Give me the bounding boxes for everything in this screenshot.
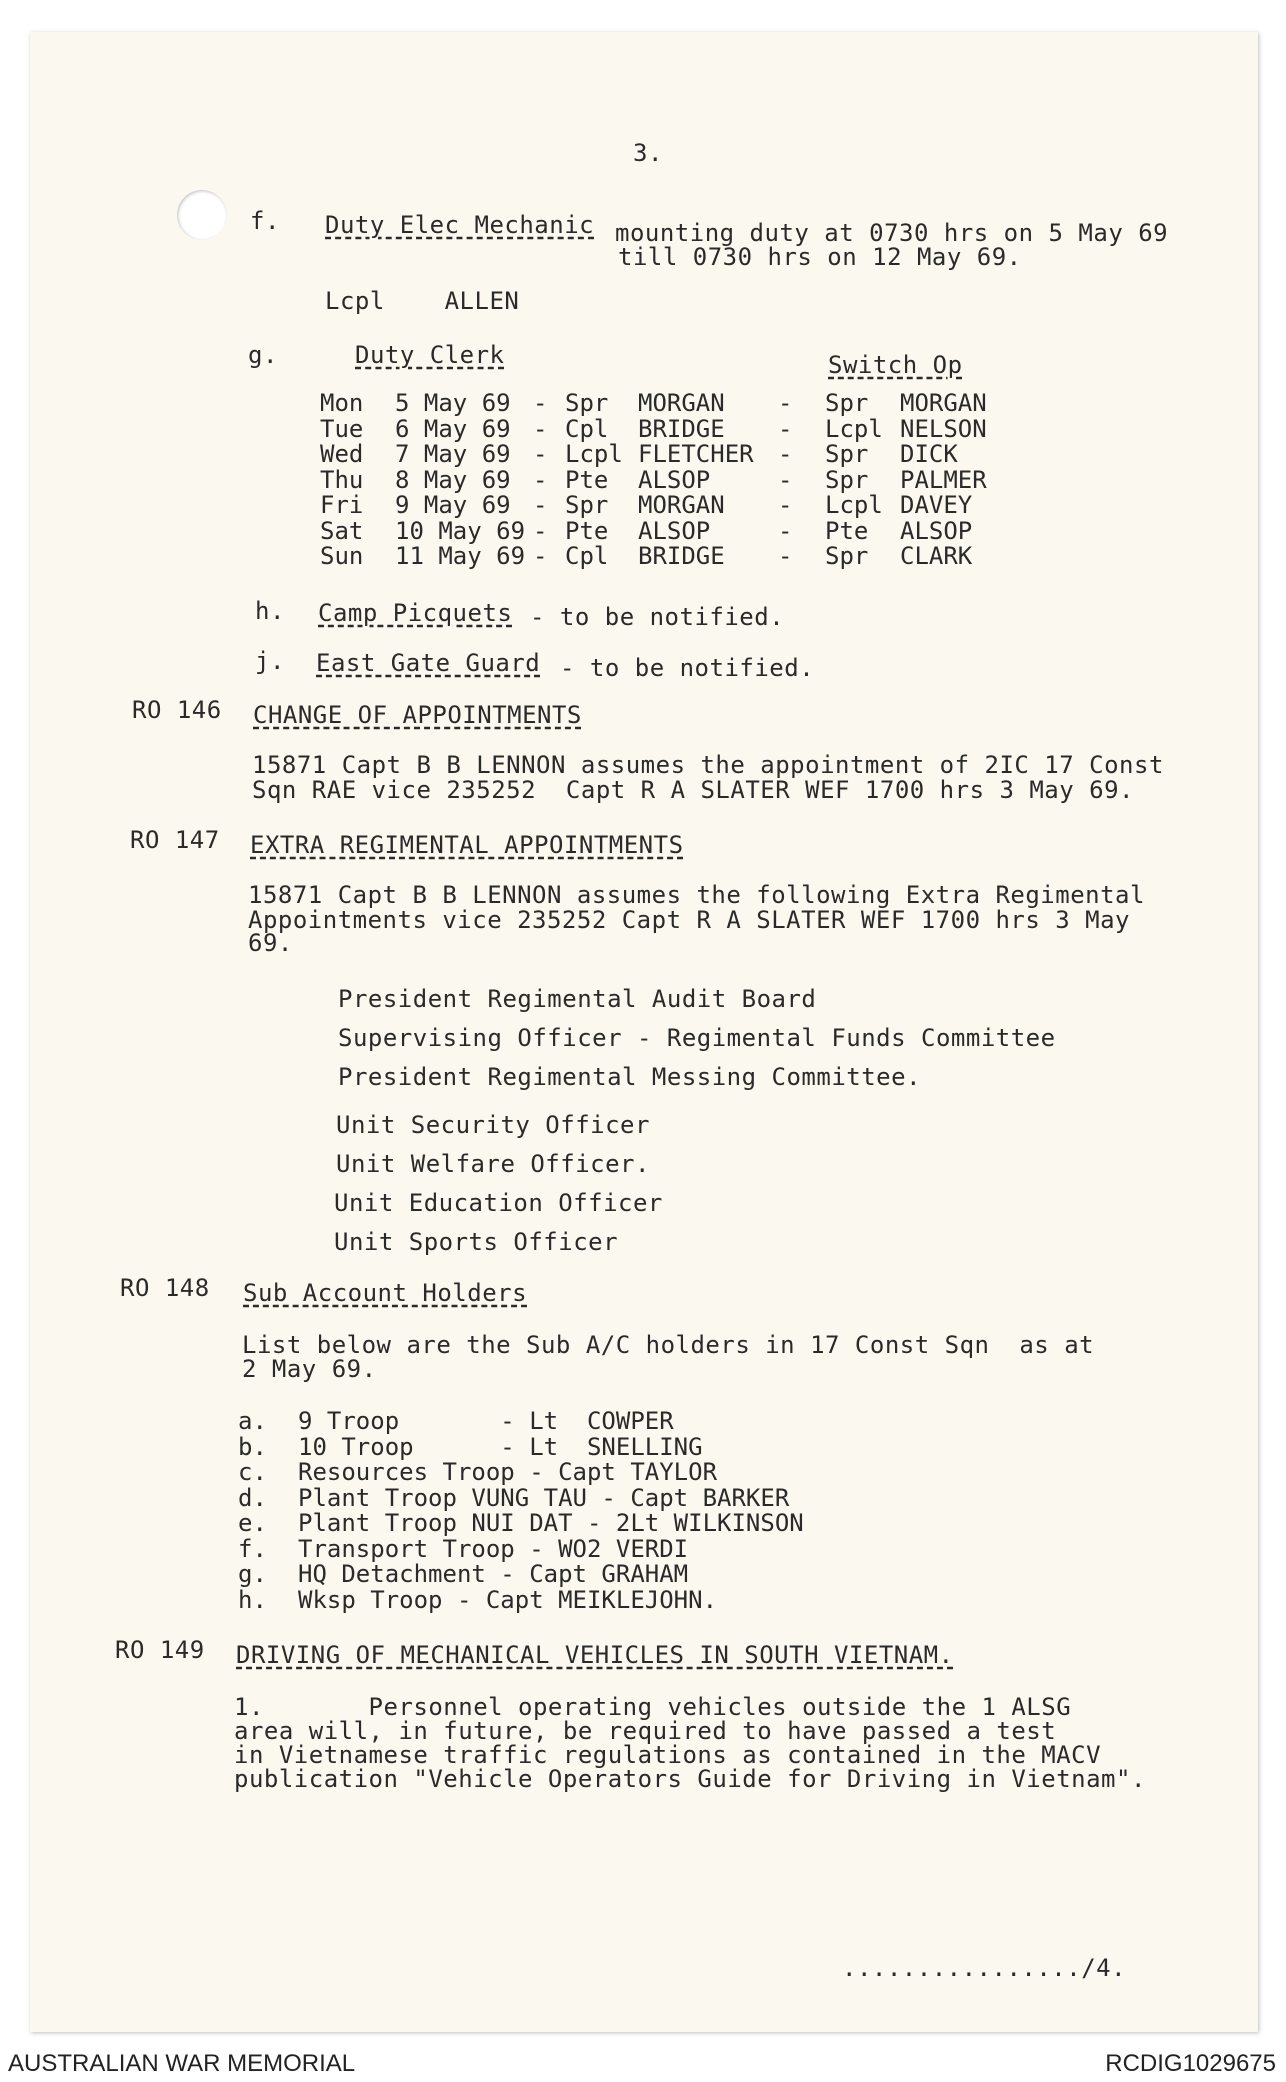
roster-clerk-rank: Cpl (565, 542, 609, 570)
roster-op-rank: Spr (825, 465, 869, 494)
appointment-item: Unit Welfare Officer. (336, 1150, 650, 1178)
roster-clerk-name: ALSOP (638, 516, 711, 545)
roster-sep: - (533, 491, 548, 519)
roster-op-rank: Lcpl (825, 491, 883, 519)
holder-text: HQ Detachment - Capt GRAHAM (298, 1560, 689, 1588)
item-j-letter: j. (255, 647, 285, 675)
holder-item (238, 1434, 938, 1460)
holder-item (238, 1459, 938, 1485)
roster-op-rank: Spr (825, 440, 869, 468)
roster-op-name: DICK (900, 440, 958, 468)
roster-clerk-rank: Pte (565, 465, 609, 494)
roster-sep: - (533, 389, 548, 417)
duty-clerk-header: Duty Clerk (355, 341, 505, 369)
holder-item (238, 1408, 938, 1434)
holder-letter: g. (238, 1560, 267, 1588)
item-f-line1: mounting duty at 0730 hrs on 5 May 69 (615, 219, 1169, 247)
holder-text: 9 Troop - Lt COWPER (298, 1407, 674, 1435)
item-f-name: Lcpl ALLEN (325, 287, 520, 315)
roster-op-rank: Lcpl (825, 414, 883, 443)
roster-dash: - (778, 491, 793, 519)
holder-item (238, 1510, 938, 1536)
ro146-number: RO 146 (132, 696, 222, 724)
roster-op-rank: Spr (825, 542, 869, 570)
ro149-line2: area will, in future, be required to have passed a test (234, 1717, 1057, 1745)
roster-date: 10 May 69 (395, 516, 526, 545)
roster-clerk-rank: Cpl (565, 414, 609, 443)
appointment-item: Unit Education Officer (334, 1189, 663, 1217)
ro148-number: RO 148 (120, 1274, 210, 1302)
roster-op-rank: Spr (825, 389, 869, 417)
roster-date: 7 May 69 (395, 440, 511, 468)
holder-letter: f. (238, 1534, 267, 1563)
roster-sep: - (533, 414, 548, 443)
holder-letter: e. (238, 1509, 267, 1537)
holder-item (238, 1587, 938, 1613)
roster-op-name: CLARK (900, 542, 973, 570)
ro147-line1: 15871 Capt B B LENNON assumes the following Extra Regimental (248, 881, 1145, 909)
roster-row (320, 467, 1020, 493)
roster-clerk-name: ALSOP (638, 465, 711, 494)
continuation-marker: ................/4. (842, 1954, 1127, 1982)
roster-clerk-rank: Lcpl (565, 440, 623, 468)
roster-date: 5 May 69 (395, 389, 511, 417)
roster-clerk-name: FLETCHER (638, 440, 754, 468)
roster-day: Thu (320, 465, 364, 494)
roster-clerk-rank: Spr (565, 389, 609, 417)
roster-dash: - (778, 542, 793, 570)
item-f-title: Duty Elec Mechanic (325, 211, 595, 239)
roster-day: Sun (320, 542, 364, 570)
roster-clerk-name: BRIDGE (638, 542, 725, 570)
page-number: 3. (633, 139, 663, 167)
ro148-line2: 2 May 69. (242, 1355, 377, 1383)
roster-row (320, 441, 1020, 467)
item-h-text: - to be notified. (530, 603, 785, 631)
roster-clerk-rank: Pte (565, 516, 609, 545)
holder-letter: b. (238, 1432, 267, 1461)
ro149-line1: 1. Personnel operating vehicles outside the 1 ALSG (234, 1693, 1072, 1721)
holder-text: Transport Troop - WO2 VERDI (298, 1534, 689, 1563)
roster-row (320, 492, 1020, 518)
ro149-line4: publication "Vehicle Operators Guide for Driving in Vietnam". (234, 1765, 1146, 1793)
ro149-line3: in Vietnamese traffic regulations as contained in the MACV (234, 1741, 1102, 1769)
roster-dash: - (778, 516, 793, 545)
holder-text: Resources Troop - Capt TAYLOR (298, 1458, 718, 1486)
appointment-item: Unit Security Officer (336, 1111, 650, 1139)
appointment-item: Supervising Officer - Regimental Funds Committee (338, 1024, 1056, 1052)
roster-date: 11 May 69 (395, 542, 526, 570)
ro146-line2: Sqn RAE vice 235252 Capt R A SLATER WEF 1700 hrs 3 May 69. (252, 776, 1135, 804)
ro147-title: EXTRA REGIMENTAL APPOINTMENTS (250, 831, 684, 859)
roster-op-name: ALSOP (900, 516, 973, 545)
item-f-letter: f. (250, 207, 280, 235)
roster-op-name: PALMER (900, 465, 987, 494)
holder-letter: a. (238, 1407, 267, 1435)
ro149-title: DRIVING OF MECHANICAL VEHICLES IN SOUTH VIETNAM. (236, 1641, 954, 1669)
holder-letter: c. (238, 1458, 267, 1486)
roster-clerk-rank: Spr (565, 491, 609, 519)
roster-row (320, 416, 1020, 442)
roster-day: Fri (320, 491, 364, 519)
roster-sep: - (533, 465, 548, 494)
holder-text: Plant Troop VUNG TAU - Capt BARKER (298, 1483, 790, 1512)
punch-hole (177, 190, 227, 240)
item-f-line2: till 0730 hrs on 12 May 69. (618, 243, 1022, 271)
switch-op-header: Switch Op (828, 351, 963, 379)
holder-text: Plant Troop NUI DAT - 2Lt WILKINSON (298, 1509, 804, 1537)
item-j-text: - to be notified. (560, 654, 815, 682)
ro147-line2: Appointments vice 235252 Capt R A SLATER WEF 1700 hrs 3 May (248, 906, 1131, 934)
roster-dash: - (778, 414, 793, 443)
roster-op-rank: Pte (825, 516, 869, 545)
roster-clerk-name: MORGAN (638, 491, 725, 519)
holder-text: 10 Troop - Lt SNELLING (298, 1432, 703, 1461)
footer-archive-name: AUSTRALIAN WAR MEMORIAL (8, 2050, 356, 2077)
roster-dash: - (778, 389, 793, 417)
roster-day: Mon (320, 389, 364, 417)
ro146-line1: 15871 Capt B B LENNON assumes the appointment of 2IC 17 Const (252, 751, 1164, 779)
appointment-item: Unit Sports Officer (334, 1228, 619, 1256)
ro148-line1: List below are the Sub A/C holders in 17 Const Sqn as at (242, 1331, 1095, 1359)
item-g-letter: g. (248, 341, 278, 369)
roster-row (320, 543, 1020, 569)
holder-item (238, 1561, 938, 1587)
holder-letter: d. (238, 1483, 267, 1512)
roster-date: 6 May 69 (395, 414, 511, 443)
appointment-item: President Regimental Messing Committee. (338, 1063, 922, 1091)
roster-day: Wed (320, 440, 364, 468)
item-h-letter: h. (255, 597, 285, 625)
roster-op-name: MORGAN (900, 389, 987, 417)
roster-op-name: DAVEY (900, 491, 973, 519)
roster-op-name: NELSON (900, 414, 987, 443)
ro149-number: RO 149 (115, 1636, 205, 1664)
item-j-title: East Gate Guard (316, 649, 541, 677)
roster-clerk-name: MORGAN (638, 389, 725, 417)
roster-row (320, 518, 1020, 544)
holder-text: Wksp Troop - Capt MEIKLEJOHN. (298, 1585, 718, 1614)
holder-letter: h. (238, 1585, 267, 1614)
ro148-title: Sub Account Holders (243, 1279, 528, 1307)
roster-row (320, 390, 1020, 416)
roster-sep: - (533, 440, 548, 468)
roster-dash: - (778, 440, 793, 468)
ro147-number: RO 147 (130, 826, 220, 854)
footer-record-id: RCDIG1029675 (1105, 2050, 1276, 2077)
roster-day: Sat (320, 516, 364, 545)
holder-item (238, 1485, 938, 1511)
appointment-item: President Regimental Audit Board (338, 985, 817, 1013)
roster-sep: - (533, 516, 548, 545)
ro147-line3: 69. (248, 929, 293, 957)
roster-dash: - (778, 465, 793, 494)
roster-date: 8 May 69 (395, 465, 511, 494)
holder-item (238, 1536, 938, 1562)
item-h-title: Camp Picquets (318, 599, 513, 627)
roster-day: Tue (320, 414, 364, 443)
roster-sep: - (533, 542, 548, 570)
roster-date: 9 May 69 (395, 491, 511, 519)
roster-clerk-name: BRIDGE (638, 414, 725, 443)
ro146-title: CHANGE OF APPOINTMENTS (253, 701, 582, 729)
